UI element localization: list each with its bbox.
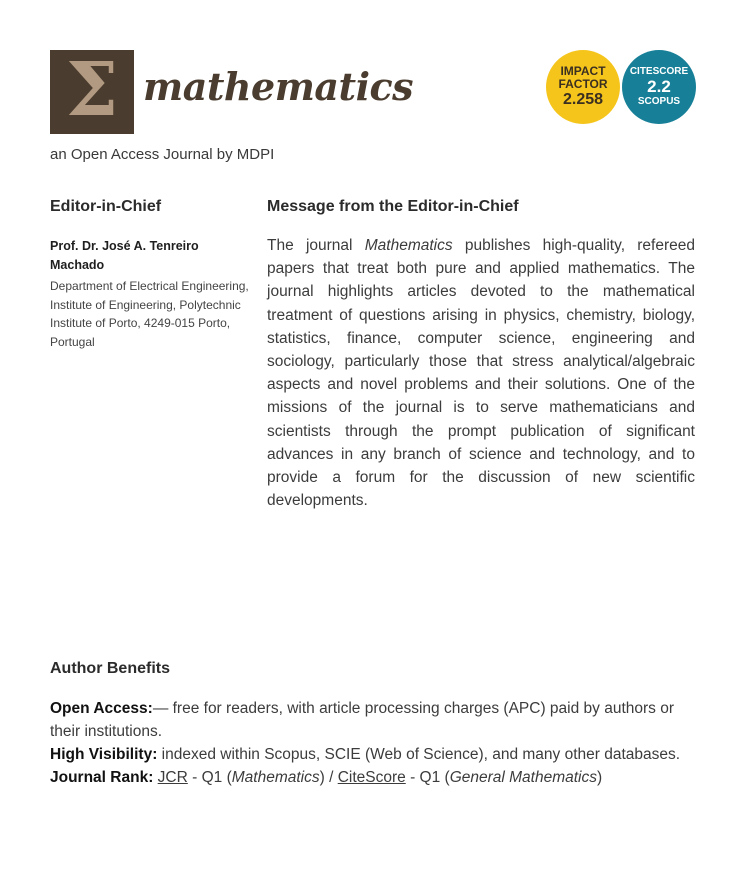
open-access-text: — free for readers, with article processing charges (APC) paid by authors or their institutions.	[50, 700, 675, 740]
rank-end: )	[597, 769, 603, 786]
journal-logo	[50, 47, 134, 134]
rank-q1-b: - Q1 (	[405, 769, 450, 786]
message-journal-name: Mathematics	[364, 237, 453, 254]
rank-q1-a: - Q1 (	[187, 769, 232, 786]
benefit-open-access	[50, 697, 700, 743]
impact-factor-badge	[546, 50, 620, 124]
rank-category-1: Mathematics	[231, 769, 320, 786]
rank-label: Journal Rank:	[50, 769, 154, 786]
editor-heading: Editor-in-Chief	[50, 198, 162, 215]
impact-label-2: FACTOR	[558, 77, 608, 91]
citescore-value: 2.2	[647, 77, 671, 96]
editor-affiliation: Department of Electrical Engineering, Institute of Engineering, Polytechnic Institute of Porto, 4249-015 Porto, Portugal	[50, 279, 249, 349]
benefits-heading: Author Benefits	[50, 660, 170, 677]
open-access-label: Open Access:	[50, 700, 153, 717]
journal-title: mathematics	[143, 64, 414, 109]
message-text-start: The journal	[267, 237, 365, 254]
citescore-source: SCOPUS	[637, 96, 681, 107]
rank-separator: ) /	[319, 769, 338, 786]
visibility-label: High Visibility:	[50, 746, 158, 763]
editor-name: Prof. Dr. José A. Tenreiro Machado	[50, 239, 199, 272]
rank-category-2: General Mathematics	[449, 769, 597, 786]
benefit-journal-rank	[50, 766, 700, 789]
journal-subtitle: an Open Access Journal by MDPI	[50, 146, 275, 163]
impact-value: 2.258	[562, 91, 604, 108]
message-text-rest: publishes high-quality, refereed papers that treat both pure and applied mathematics. The journal highlights articles devoted to the mathematical treatment of questions arising in physics, chemistry, biology, statistics, finance, computer science, engineering and sociology, particularly those that stress analytical/algebraic aspects and novel problems and their solutions. One of the missions of the journal is to serve mathematicians and scientists through the prompt publication of significant advances in any branch of science and technology, and to provide a forum for the discussion of new scientific developments.	[267, 237, 695, 510]
benefit-visibility	[50, 743, 700, 766]
sigma-logo-icon: Σ	[65, 47, 119, 133]
citescore-label: CITESCORE	[629, 66, 689, 77]
citescore-badge	[622, 50, 696, 124]
citescore-link[interactable]: CiteScore	[337, 769, 406, 786]
message-text	[267, 234, 695, 512]
impact-label-1: IMPACT	[560, 64, 606, 78]
visibility-text: indexed within Scopus, SCIE (Web of Science), and many other databases.	[157, 746, 681, 763]
benefits-list	[50, 697, 700, 789]
message-heading: Message from the Editor-in-Chief	[267, 198, 519, 215]
jcr-link[interactable]: JCR	[157, 769, 188, 786]
